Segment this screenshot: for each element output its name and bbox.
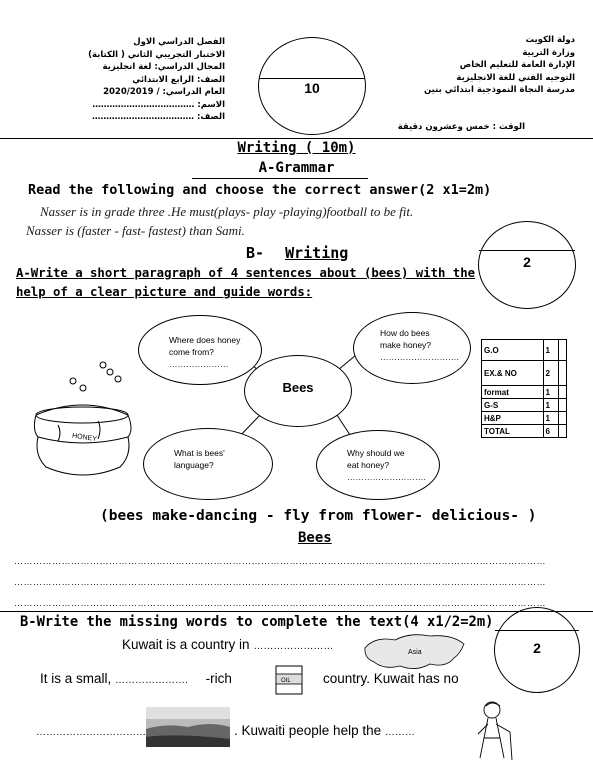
- fill-line-2: [40, 671, 232, 686]
- bubble-q2-line1: How do bees: [380, 328, 430, 338]
- header-left-line: الصف: الرابع الابتدائي: [132, 74, 225, 85]
- oil-can-picture: [272, 662, 306, 698]
- class-label: الصف:: [196, 112, 225, 122]
- bubble-q3-line2: language?: [174, 460, 214, 470]
- grammar-sentence-1: Nasser is in grade three .He must(plays- play -playing)football to be fit.: [40, 204, 414, 219]
- jar-label: HONEY: [71, 432, 98, 444]
- grammar-sentence-2: Nasser is (faster - fast- fastest) than Sami.: [26, 223, 245, 238]
- part-b-instruction: B-Write the missing words to complete the text(4 x1/2=2m): [20, 614, 494, 630]
- bubble-center: [244, 355, 352, 427]
- section-b-instruction-2: help of a clear picture and guide words:: [16, 285, 313, 299]
- section-b-title: Writing: [285, 244, 349, 262]
- section-b-prefix: B-: [246, 244, 265, 262]
- blank-4[interactable]: ………: [384, 727, 415, 738]
- bubble-q4-line2: eat honey?: [347, 460, 390, 470]
- header-right-line: وزارة التربية: [522, 47, 575, 58]
- bubble-language: [143, 428, 273, 500]
- line1-text: Kuwait is a country in: [122, 637, 250, 652]
- part-b-score: 2: [533, 640, 541, 656]
- bubble-q3-line1: What is bees': [174, 448, 225, 458]
- bubble-q2-line2: make honey?: [380, 340, 432, 350]
- time-text: الوقت : خمس وعشرون دقيقة: [397, 122, 525, 132]
- bubble-how-make: [353, 312, 471, 384]
- guide-words: (bees make-dancing - fly from flower- delicious- ): [100, 508, 537, 524]
- rubric-row: G.O 1: [482, 340, 567, 361]
- answer-line[interactable]: ……………………………………………………………………………………………………………………………………………………: [14, 556, 546, 566]
- elderly-man-picture: [470, 698, 520, 764]
- blank-3[interactable]: ……………………………: [36, 727, 146, 738]
- header-right-line: مدرسة النجاة النموذجية ابتدائي بنين: [423, 85, 575, 95]
- bubble-q1-line2: come from?: [169, 347, 214, 357]
- asia-label: Asia: [408, 649, 422, 656]
- header-right-line: دولة الكويت: [525, 35, 575, 45]
- answer-blank[interactable]: ……………………….: [380, 352, 459, 362]
- honey-jar-illustration: [28, 355, 138, 485]
- score-divider: [495, 630, 579, 631]
- bubble-why-eat: [316, 430, 440, 500]
- fill-line-3: [36, 723, 146, 738]
- part-b-divider: [0, 611, 593, 612]
- header-right-line: التوجيه الفني للغة الانجليزية: [456, 72, 575, 83]
- paragraph-title: Bees: [298, 530, 332, 546]
- rubric-row: TOTAL 6: [482, 425, 567, 438]
- rubric-row: format 1: [482, 386, 567, 399]
- center-label: Bees: [282, 380, 314, 395]
- class-field[interactable]: الصف: ………………………………: [92, 112, 225, 122]
- answer-blank[interactable]: …………………: [169, 359, 229, 369]
- writing-title: Writing ( 10m): [237, 140, 356, 156]
- blank-1[interactable]: ……………………: [253, 641, 334, 652]
- grammar-instruction: Read the following and choose the correct answer(2 x1=2m): [28, 182, 492, 198]
- line2-text-a: It is a small,: [40, 671, 112, 686]
- blank-2[interactable]: ………………….: [115, 675, 188, 686]
- header-left-line: الفصل الدراسي الاول: [133, 37, 225, 47]
- part-b-score-circle: [494, 607, 580, 693]
- rubric-row: EX.& NO 2: [482, 361, 567, 386]
- header-right-line: الإدارة العامة للتعليم الخاص: [459, 60, 575, 70]
- rubric-row: G-S 1: [482, 399, 567, 412]
- rubric-table: [481, 339, 567, 438]
- rubric-row: H&P 1: [482, 412, 567, 425]
- name-label: الاسم:: [197, 99, 225, 110]
- writing-score: 2: [523, 254, 531, 270]
- header-left-line: المجال الدراسي: لغة انجليزية: [102, 62, 225, 72]
- answer-line[interactable]: ……………………………………………………………………………………………………………………………………………………: [14, 598, 546, 608]
- line2-text-c: country. Kuwait has no: [323, 671, 459, 686]
- header-left-line: الاختبار التجريبي الثاني ( الكتابة): [88, 49, 225, 60]
- line3-text: . Kuwaiti people help the: [234, 723, 382, 738]
- landscape-picture: [146, 707, 230, 747]
- fill-line-1: [122, 637, 333, 652]
- answer-line[interactable]: ……………………………………………………………………………………………………………………………………………………: [14, 577, 546, 587]
- asia-map-picture: [360, 628, 470, 676]
- header-left-line: العام الدراسي: / 2020/2019: [103, 87, 225, 97]
- line2-text-b: -rich: [205, 671, 232, 686]
- grammar-title: A-Grammar: [258, 160, 335, 176]
- can-label: OIL: [281, 678, 291, 684]
- name-field[interactable]: الاسم: ………………………………: [92, 99, 225, 110]
- bubble-q4-line1: Why should we: [347, 448, 405, 458]
- bubble-q1-line1: Where does honey: [169, 335, 241, 345]
- fill-line-3b: [234, 723, 415, 738]
- bubble-honey-source: [138, 315, 262, 385]
- total-score: 10: [304, 80, 320, 96]
- section-b-instruction-1: A-Write a short paragraph of 4 sentences about (bees) with the: [16, 266, 476, 280]
- answer-blank[interactable]: ……………………….: [347, 472, 426, 482]
